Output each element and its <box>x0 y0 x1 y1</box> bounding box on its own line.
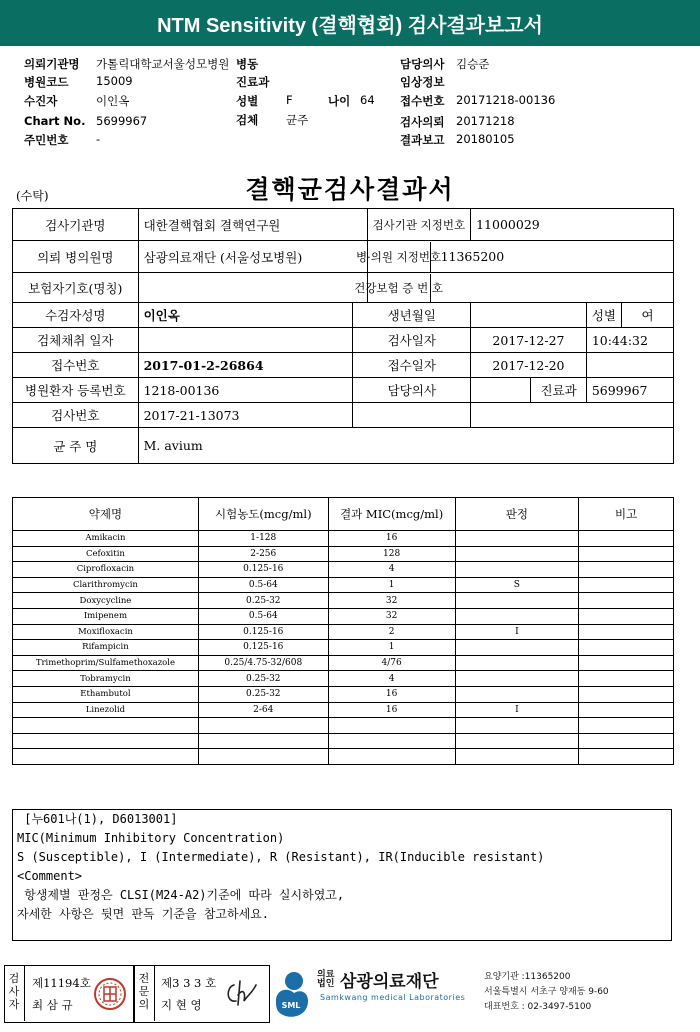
org-code: 요양기관 :11365200 <box>484 972 571 982</box>
strain-label: 균 주 명 <box>13 428 139 464</box>
accession-value: 20171218-00136 <box>456 93 556 107</box>
mic-value: 4/76 <box>328 655 455 671</box>
patient-value: 이인옥 <box>96 94 130 108</box>
remark <box>579 531 674 547</box>
drug-name: Trimethoprim/Sulfamethoxazole <box>13 655 199 671</box>
lab-name-label: 검사기관명 <box>13 209 139 241</box>
strain-value: M. avium <box>138 428 673 464</box>
remark <box>579 624 674 640</box>
table-row <box>13 593 674 609</box>
request-date-value: 20171218 <box>456 114 515 128</box>
interpretation <box>455 546 579 562</box>
doctor-value: 김승준 <box>456 57 490 71</box>
tester-label <box>7 972 21 1011</box>
sex-value-cell: 여 <box>621 303 673 328</box>
interpretation <box>455 655 579 671</box>
org-type-line-2: 법인 <box>317 979 335 989</box>
table-row <box>13 655 674 671</box>
specimen-value: 균주 <box>286 113 309 127</box>
report-title-bar <box>0 0 700 46</box>
remark <box>579 702 674 718</box>
drug-name: Amikacin <box>13 531 199 547</box>
table-row <box>13 718 674 734</box>
mic-value: 4 <box>328 562 455 578</box>
patient-reg-label: 병원환자 등록번호 <box>13 378 139 403</box>
document-title: 결핵균검사결과서 <box>245 175 455 204</box>
interpretation <box>455 686 579 702</box>
col-header-range: 시험농도(mcg/ml) <box>198 498 328 531</box>
insured-value <box>138 273 367 303</box>
mic-value <box>328 718 455 734</box>
document-type: (수탁) <box>16 189 49 203</box>
notes-mic-definition: MIC(Minimum Inhibitory Concentration) <box>17 831 285 845</box>
remark <box>579 593 674 609</box>
notes-comment-heading: <Comment> <box>17 869 83 883</box>
org-name: 삼광의료재단 <box>340 972 439 992</box>
institution-value: 가톨릭대학교서울성모병원 <box>96 57 230 71</box>
remark <box>579 686 674 702</box>
drug-name: Tobramycin <box>13 671 199 687</box>
patient-reg-value: 1218-00136 <box>138 378 353 403</box>
remark <box>579 733 674 749</box>
doctor-label: 담당의사 <box>400 57 445 71</box>
remark <box>579 546 674 562</box>
patient-info-table <box>12 208 674 464</box>
drug-name: Ethambutol <box>13 686 199 702</box>
interpretation: I <box>455 702 579 718</box>
drug-name: Imipenem <box>13 608 199 624</box>
report-title: NTM Sensitivity (결핵협회) 검사결과보고서 <box>157 14 543 37</box>
test-no-blank-2 <box>471 403 674 428</box>
remark <box>579 562 674 578</box>
sml-logo-icon <box>270 967 314 1021</box>
tester-seal-icon <box>93 977 127 1011</box>
drug-name: Ciprofloxacin <box>13 562 199 578</box>
test-range: 0.25/4.75-32/608 <box>198 655 328 671</box>
tester-license-no: 제11194호 <box>32 976 91 990</box>
lab-name-value: 대한결핵협회 결핵연구원 <box>138 209 367 241</box>
interpretation <box>455 733 579 749</box>
receipt-date-blank <box>586 353 673 378</box>
org-phone: 대표번호 : 02-3497-5100 <box>484 1002 592 1012</box>
test-no-blank <box>353 403 471 428</box>
hospital-code-label: 병·의원 지정번호 <box>368 242 431 272</box>
receipt-no-label: 접수번호 <box>13 353 139 378</box>
tester-name: 최 삼 규 <box>32 998 73 1012</box>
test-range <box>198 733 328 749</box>
hospital-code-value: 11365200 <box>440 249 505 264</box>
reviewer-name: 지 현 영 <box>161 998 202 1012</box>
org-address: 서울특별시 서초구 양재동 9-60 <box>484 987 609 997</box>
hospital-code-value: 15009 <box>96 74 133 88</box>
patient-label: 수진자 <box>24 94 58 108</box>
mic-value: 1 <box>328 577 455 593</box>
drug-name: Linezolid <box>13 702 199 718</box>
dept-label: 진료과 <box>531 378 587 403</box>
interpretation <box>455 608 579 624</box>
receipt-date-label: 접수일자 <box>353 353 471 378</box>
test-range <box>198 718 328 734</box>
insured-label: 보험자기호(명칭) <box>13 273 139 303</box>
drug-name <box>13 749 199 765</box>
institution-label: 의뢰기관명 <box>24 57 80 71</box>
remark <box>579 655 674 671</box>
reviewer-label-char-1: 전 <box>138 972 150 985</box>
org-type-line-1: 의료 <box>317 970 335 980</box>
specimen-label: 검체 <box>236 113 259 127</box>
chart-no-value: 5699967 <box>96 114 148 128</box>
attending-label: 담당의사 <box>353 378 471 403</box>
drug-name <box>13 718 199 734</box>
test-date-label: 검사일자 <box>353 328 471 353</box>
interpretation: S <box>455 577 579 593</box>
mic-value: 4 <box>328 671 455 687</box>
test-range: 0.125-16 <box>198 624 328 640</box>
table-row <box>13 531 674 547</box>
report-date-value: 20180105 <box>456 132 515 146</box>
test-range: 0.25-32 <box>198 671 328 687</box>
receipt-no-value: 2017-01-2-26864 <box>138 353 353 378</box>
org-type-label <box>317 971 334 989</box>
test-range: 0.5-64 <box>198 577 328 593</box>
receipt-date-value: 2017-12-20 <box>471 353 587 378</box>
insurance-no-label: 건강보험 증 번 호 <box>368 274 431 302</box>
test-range: 0.125-16 <box>198 562 328 578</box>
clinical-info-label: 임상정보 <box>400 75 445 89</box>
mic-value: 16 <box>328 702 455 718</box>
tester-label-char-1: 검 <box>8 972 20 985</box>
birth-label: 생년월일 <box>353 303 471 328</box>
reviewer-label-char-2: 문 <box>138 985 150 998</box>
age-value: 64 <box>360 93 375 107</box>
examinee-value: 이인옥 <box>138 303 353 328</box>
mic-value <box>328 733 455 749</box>
notes-legend: S (Susceptible), I (Intermediate), R (Resistant), IR(Inducible resistant) <box>17 850 545 864</box>
test-time-value: 10:44:32 <box>586 328 673 353</box>
drug-name: Rifampicin <box>13 640 199 656</box>
table-row <box>13 686 674 702</box>
req-hospital-value: 삼광의료재단 (서울성모병원) <box>138 241 367 273</box>
mic-value: 2 <box>328 624 455 640</box>
col-header-mic: 결과 MIC(mcg/ml) <box>328 498 455 531</box>
report-footer <box>0 963 700 1025</box>
hospital-code-label: 병원코드 <box>24 75 69 89</box>
drug-name: Doxycycline <box>13 593 199 609</box>
table-row <box>13 733 674 749</box>
dept-value: 5699967 <box>586 378 673 403</box>
report-header-info <box>0 50 700 152</box>
test-range <box>198 749 328 765</box>
test-no-value: 2017-21-13073 <box>138 403 353 428</box>
remark <box>579 749 674 765</box>
test-date-value: 2017-12-27 <box>471 328 587 353</box>
interpretation <box>455 671 579 687</box>
mic-value: 16 <box>328 531 455 547</box>
req-hospital-label: 의뢰 병의원명 <box>13 241 139 273</box>
drug-susceptibility-table <box>12 497 674 765</box>
birth-value <box>471 303 587 328</box>
remark <box>579 640 674 656</box>
col-header-drug: 약제명 <box>13 498 199 531</box>
test-range: 0.5-64 <box>198 608 328 624</box>
attending-value <box>471 378 531 403</box>
interpretation: I <box>455 624 579 640</box>
tester-label-char-2: 사 <box>8 985 20 998</box>
test-range: 0.125-16 <box>198 640 328 656</box>
report-date-label: 결과보고 <box>400 133 445 147</box>
drug-name: Moxifloxacin <box>13 624 199 640</box>
table-row <box>13 608 674 624</box>
table-row <box>13 546 674 562</box>
interpretation <box>455 562 579 578</box>
table-row <box>13 562 674 578</box>
remark <box>579 608 674 624</box>
mic-value: 32 <box>328 593 455 609</box>
test-range: 1-128 <box>198 531 328 547</box>
lab-code-value: 11000029 <box>471 209 674 241</box>
table-row <box>13 640 674 656</box>
request-date-label: 검사의뢰 <box>400 115 445 129</box>
remark <box>579 718 674 734</box>
mic-value <box>328 749 455 765</box>
reviewer-license-no: 제3 3 3 호 <box>161 976 217 990</box>
remark <box>579 671 674 687</box>
sex-label-cell: 성별 <box>586 303 621 328</box>
tester-label-char-3: 자 <box>8 998 20 1011</box>
col-header-interp: 판정 <box>455 498 579 531</box>
id-label: 주민번호 <box>24 133 69 147</box>
test-range: 0.25-32 <box>198 593 328 609</box>
mic-value: 1 <box>328 640 455 656</box>
reviewer-label <box>137 972 151 1011</box>
collect-date-label: 검체채취 일자 <box>13 328 139 353</box>
interpretation <box>455 640 579 656</box>
ward-label: 병동 <box>236 57 259 71</box>
department-label: 진료과 <box>236 75 270 89</box>
drug-name: Clarithromycin <box>13 577 199 593</box>
org-english-name: Samkwang medical Laboratories <box>320 993 466 1002</box>
test-range: 0.25-32 <box>198 686 328 702</box>
reviewer-label-char-3: 의 <box>138 998 150 1011</box>
accession-label: 접수번호 <box>400 94 445 108</box>
chart-no-label: Chart No. <box>24 114 86 128</box>
interpretation <box>455 531 579 547</box>
collect-date-value <box>138 328 353 353</box>
examinee-label: 수검자성명 <box>13 303 139 328</box>
table-row <box>13 577 674 593</box>
test-no-label: 검사번호 <box>13 403 139 428</box>
notes-box <box>12 809 672 941</box>
sex-label: 성별 <box>236 94 259 108</box>
reviewer-signature-icon <box>222 975 262 1011</box>
drug-name <box>13 733 199 749</box>
interpretation <box>455 749 579 765</box>
mic-value: 32 <box>328 608 455 624</box>
interpretation <box>455 593 579 609</box>
test-range: 2-256 <box>198 546 328 562</box>
interpretation <box>455 718 579 734</box>
id-value: - <box>96 132 101 146</box>
table-row <box>13 702 674 718</box>
age-label: 나이 <box>328 94 351 108</box>
notes-code: [누601나(1), D6013001] <box>17 812 178 826</box>
table-row <box>13 749 674 765</box>
col-header-note: 비고 <box>579 498 674 531</box>
drug-name: Cefoxitin <box>13 546 199 562</box>
sex-value: F <box>286 93 293 107</box>
table-row <box>13 624 674 640</box>
mic-value: 128 <box>328 546 455 562</box>
test-range: 2-64 <box>198 702 328 718</box>
mic-value: 16 <box>328 686 455 702</box>
notes-comment-1: 항생제별 판정은 CLSI(M24-A2)기준에 따라 실시하였고, <box>17 888 345 902</box>
table-row <box>13 671 674 687</box>
sml-logo-text: SML <box>281 1001 301 1010</box>
remark <box>579 577 674 593</box>
lab-code-label: 검사기관 지정번호 <box>367 209 471 241</box>
notes-comment-2: 자세한 사항은 뒷면 판독 기준을 참고하세요. <box>17 907 270 921</box>
